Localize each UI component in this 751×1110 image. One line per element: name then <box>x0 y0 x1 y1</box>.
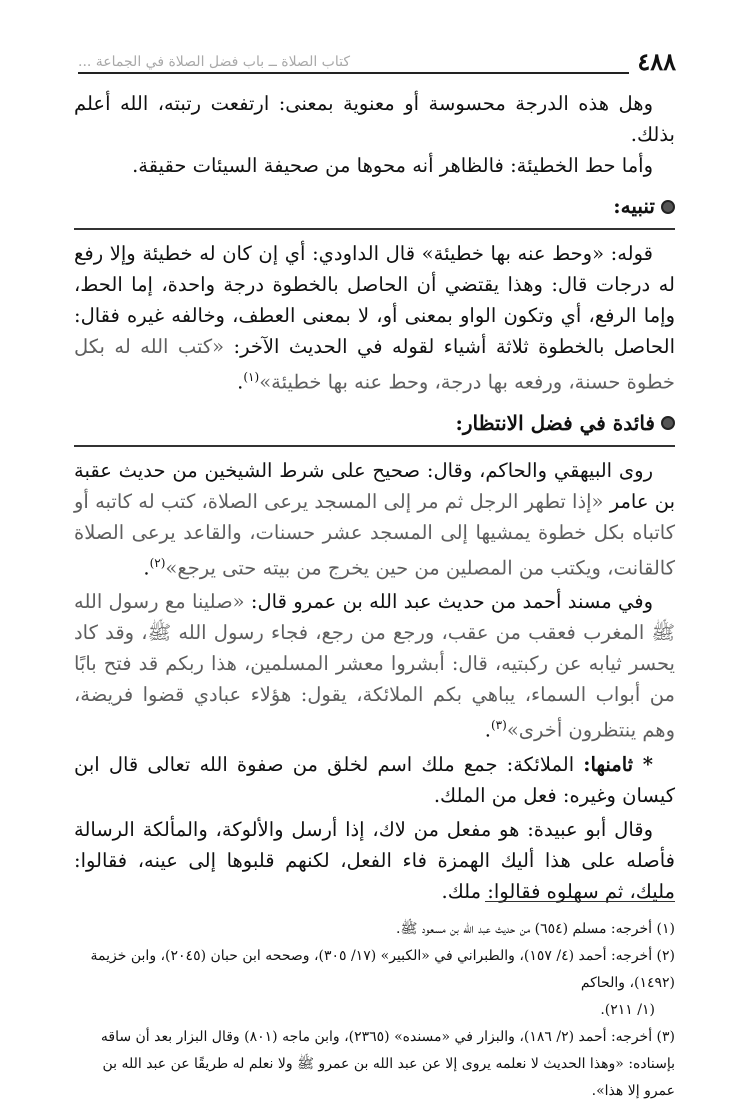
footnote-2-continued: (١/ ٢١١). <box>600 1002 655 1018</box>
footnote-ref-2: (٢) <box>149 555 166 570</box>
paragraph-musnad-ahmad-text: وفي مسند أحمد من حديث عبد الله بن عمرو قال: <box>244 590 654 613</box>
footnote-1: (١) أخرجه: مسلم (٦٥٤) من حديث عبد الله بن مسعود ﷺ. <box>396 921 675 937</box>
paragraph-abu-ubayda: وقال أبو عبيدة: هو مفعل من لاك، إذا أرسل والألوكة، والمألكة الرسالة فأصله على هذا أليك الهمزة فاء الفعل، لكنهم قلبوها إلى عينه، فقالوا: مليك، ثم سهلوه فقالوا: ملك. <box>74 817 675 903</box>
paragraph-dawudi: قوله: «وحط عنه بها خطيئة» قال الداودي: أي إن كان له خطيئة وإلا رفع له درجات قال: وهذا يقتضي أن الحاصل بالخطوة درجة واحدة، إما الحط، وإما الرفع، أي وتكون الواو بمعنى أو، لا بمعنى العطف، وخالفه غيره فقال: الحاصل بالخطوة ثلاثة أشياء لقوله في الحديث الآخر: «كتب الله له بكل خطوة حسنة، ورفعه بها درجة، وحط عنه بها خطيئة»$^{(١)}$. <box>74 242 675 394</box>
paragraph-degree: وهل هذه الدرجة محسوسة أو معنوية بمعنى: ارتفعت رتبته، الله أعلم بذلك. <box>74 92 675 146</box>
hadith-quote-abdullah: «صلينا مع رسول الله ﷺ المغرب فعقب من عقب، ورجع من رجع، فجاء رسول الله ﷺ، وقد كاد يحسر ثيابه عن ركبتيه، قال: أبشروا معشر المسلمين، هذا ربكم قد فتح بابًا من أبواب السماء، يباهي بكم الملائكة، يقول: هؤلاء عبادي قضوا فريضة، وهم ينتظرون أخرى» <box>74 590 675 742</box>
paragraph-bayhaqi-text: روى البيهقي والحاكم، وقال: صحيح على شرط الشيخين من حديث عقبة بن عامر <box>74 458 676 513</box>
paragraph-dawudi-text: قوله: «وحط عنه بها خطيئة» قال الداودي: أي إن كان له خطيئة وإلا رفع له درجات قال: وهذا يقتضي أن الحاصل بالخطوة درجة واحدة، إما الحط، وإما الرفع، أي وتكون الواو بمعنى أو، لا بمعنى العطف، وخالفه غيره فقال: الحاصل بالخطوة ثلاثة أشياء لقوله في الحديث الآخر: <box>74 242 675 358</box>
paragraph-musnad-ahmad: وفي مسند أحمد من حديث عبد الله بن عمرو قال: «صلينا مع رسول الله ﷺ المغرب فعقب من عقب، ورجع من رجع، فجاء رسول الله ﷺ، وقد كاد يحسر ثيابه عن ركبتيه، قال: أبشروا معشر المسلمين، هذا ربكم قد فتح بابًا من أبواب السماء، يباهي بكم الملائكة، يقول: هؤلاء عبادي قضوا فريضة، وهم ينتظرون أخرى»$^{(٣)}$. <box>74 590 675 742</box>
footnote-ref-1: (١) <box>243 370 260 384</box>
footnotes <box>74 916 675 1105</box>
paragraph-angels-text: الملائكة: جمع ملك اسم لخلق من صفوة الله تعالى قال ابن كيسان وغيره: فعل من الملك. <box>74 752 675 807</box>
footnote-3: (٣) أخرجه: أحمد (٢/ ١٨٦)، والبزار في «مسنده» (٢٣٦٥)، وابن ماجه (٨٠١) وقال البزار بعد أن ساقه بإسناده: «وهذا الحديث لا نعلمه يروى إلا عن عبد الله بن عمرو ﷺ ولا نعلم له طريقًا عن عبد الله بن عمرو إلا هذا». <box>100 1029 675 1099</box>
bullet-icon <box>661 200 675 214</box>
heading-benefit-label: فائدة في فضل الانتظار: <box>455 410 655 435</box>
footnote-separator <box>485 901 675 902</box>
running-title: كتاب الصلاة ــ باب فضل الصلاة في الجماعة ... <box>78 54 629 74</box>
hadith-quote-uqba: «إذا تطهر الرجل ثم مر إلى المسجد يرعى الصلاة، كتب له كاتبه أو كاتباه بكل خطوة يمشيها إلى المسجد عشر حسنات، والقاعد يرعى الصلاة كالقانت، ويكتب من المصلين من حين يخرج من بيته حتى يرجع» <box>74 489 675 579</box>
heading-benefit <box>74 408 675 439</box>
footnote-ref-3: (٣) <box>490 718 507 732</box>
paragraph-bayhaqi: روى البيهقي والحاكم، وقال: صحيح على شرط الشيخين من حديث عقبة بن عامر «إذا تطهر الرجل ثم مر إلى المسجد يرعى الصلاة، كتب له كاتبه أو كاتباه بكل خطوة يمشيها إلى المسجد عشر حسنات، والقاعد يرعى الصلاة كالقانت، ويكتب من المصلين من حين يخرج من بيته حتى يرجع»$^{(٢)}$. <box>74 458 676 579</box>
heading-note <box>74 191 675 222</box>
main-text <box>74 88 675 910</box>
eighth-marker: * ثامنها: <box>583 752 654 776</box>
hadith-quote-steps: «كتب الله له بكل خطوة حسنة، ورفعه بها درجة، وحط عنه بها خطيئة» <box>74 335 675 394</box>
heading-rule <box>74 228 675 230</box>
page-number: ٤٨٨ <box>637 47 676 76</box>
page-header <box>78 48 676 74</box>
bullet-icon <box>661 416 675 430</box>
paragraph-sin-removal: وأما حط الخطيئة: فالظاهر أنه محوها من صحيفة السيئات حقيقة. <box>132 154 653 177</box>
paragraph-angels <box>74 749 675 811</box>
heading-note-label: تنبيه: <box>613 194 655 218</box>
heading-rule <box>74 445 675 447</box>
footnote-2: (٢) أخرجه: أحمد (٤/ ١٥٧)، والطبراني في «الكبير» (١٧/ ٣٠٥)، وصححه ابن حبان (٢٠٤٥)، وابن خزيمة (١٤٩٢)، والحاكم <box>90 948 675 991</box>
